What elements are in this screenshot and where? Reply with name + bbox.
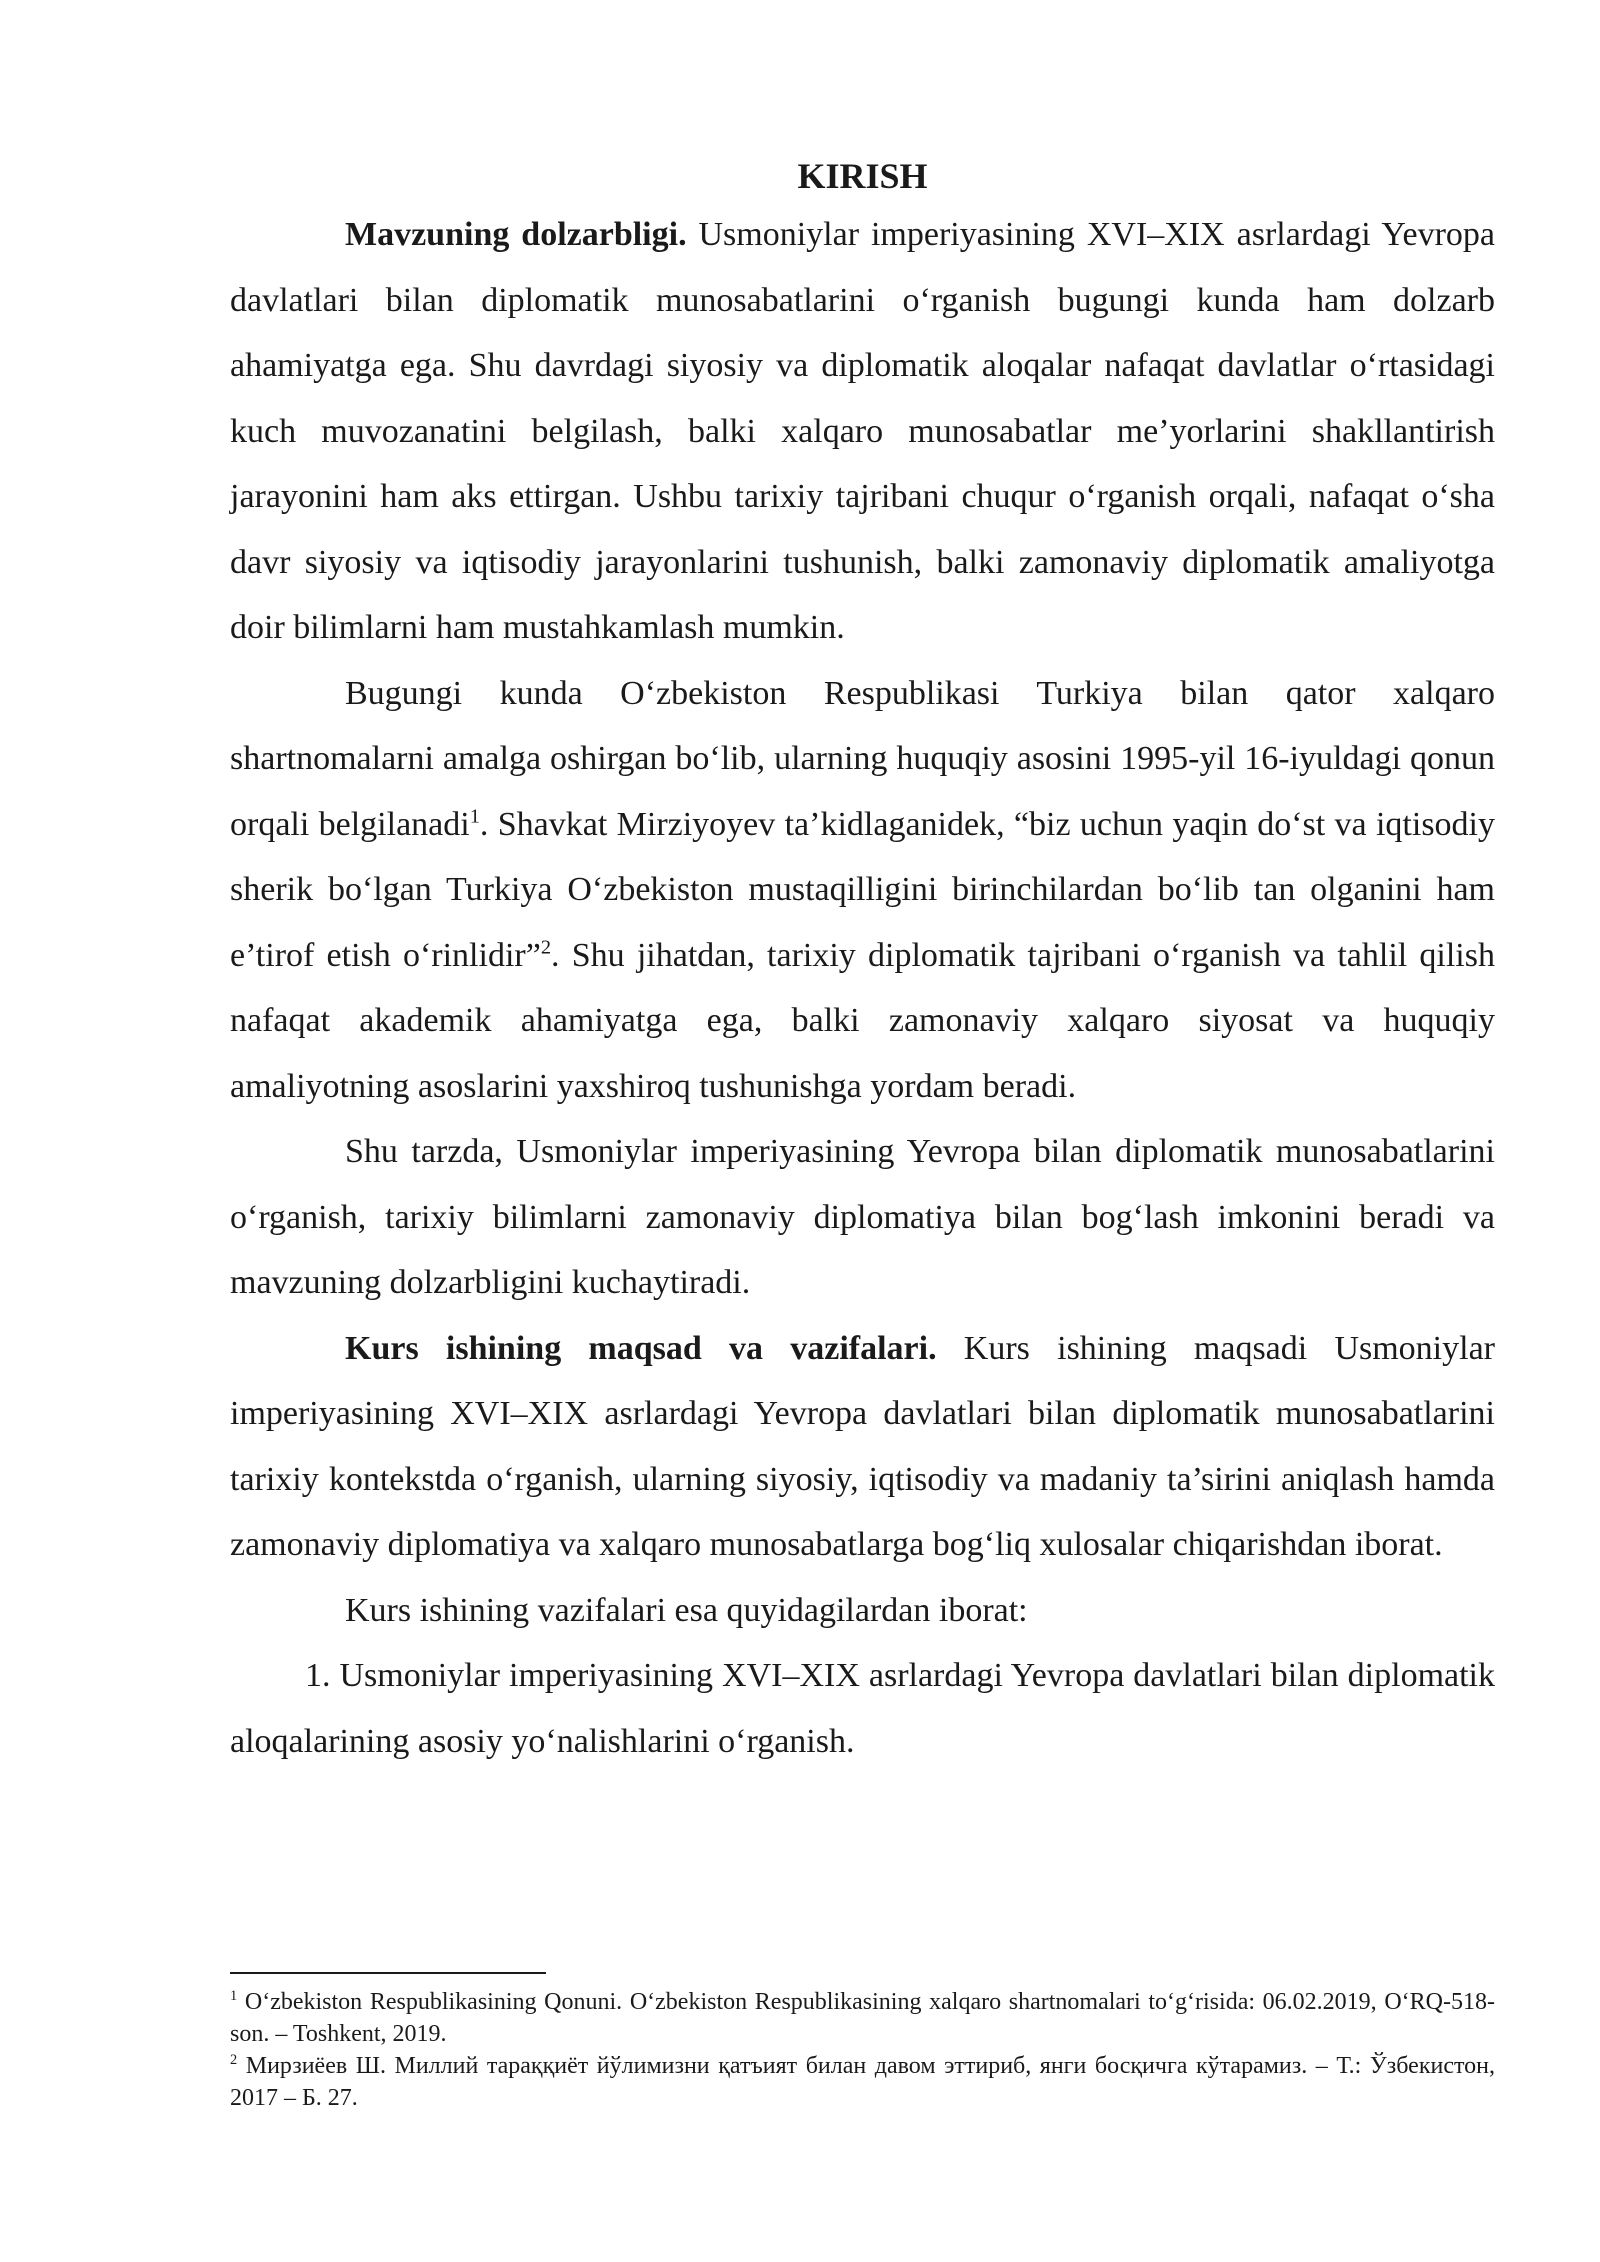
paragraph-text: . Shu jihatdan, tarixiy diplomatik tajribani oʻrganish va tahlil qilish nafaqat akademik ahamiyatga ega, balki zamonaviy xalqaro siyosat va huquqiy amaliyotning asoslarini yaxshiroq tushunishga yordam beradi. [230,936,1495,1105]
paragraph-tasks-intro [230,1578,1495,1644]
list-item [230,1643,1495,1774]
paragraph-text: Shu tarzda, Usmoniylar imperiyasining Yevropa bilan diplomatik munosabatlarini oʻrganish, tarixiy bilimlarni zamonaviy diplomatiya bilan bogʻlash imkonini beradi va mavzuning dolzarbligini kuchaytiradi. [230,1133,1495,1301]
paragraph-lead: Mavzuning dolzarbligi. [345,216,687,253]
paragraph-text: Kurs ishining vazifalari esa quyidagilardan iborat: [345,1591,1028,1629]
footnotes [230,1972,1495,2114]
paragraph-text: Bugungi kunda Oʻzbekiston Respublikasi Turkiya bilan qator xalqaro shartnomalarni amalga oshirgan boʻlib, ularning huquqiy asosini 1995-yil 16-iyuldagi qonun orqali belgilanadi [230,674,1495,843]
list-item-number: 1. [305,1657,331,1694]
paragraph-relevance [230,202,1495,661]
paragraph-text: . Shavkat Mirziyoyev ta’kidlaganidek, “biz uchun yaqin doʻst va iqtisodiy sherik boʻlgan Turkiya Oʻzbekiston mustaqilligini birinchilardan boʻlib tan olganini ham e’tirof etish oʻrinlidir” [230,805,1496,974]
paragraph-legal-basis [230,661,1495,1120]
footnote-ref-2: 2 [540,936,552,959]
list-item-text: Usmoniylar imperiyasining XVI–XIX asrlardagi Yevropa davlatlari bilan diplomatik aloqalarining asosiy yoʻnalishlarini oʻrganish. [230,1657,1495,1760]
footnote-ref-1: 1 [469,805,480,828]
paragraph-goals [230,1316,1495,1578]
footnote-1 [230,1986,1495,2050]
paragraph-lead: Kurs ishining maqsad va vazifalari. [345,1329,937,1367]
footnote-mark: 1 [230,1988,238,2004]
page-title: KIRISH [797,156,928,196]
footnote-mark: 2 [230,2052,238,2068]
footnote-separator [230,1972,546,1974]
footnote-text: Мирзиёев Ш. Миллий тараққиёт йўлимизни қатъият билан давом эттириб, янги босқичга кўтарамиз. – Т.: Ўзбекистон, 2017 – Б. 27. [230,2053,1495,2111]
paragraph-text: Kurs ishining maqsadi Usmoniylar imperiyasining XVI–XIX asrlardagi Yevropa davlatlari bilan diplomatik munosabatlarini tarixiy kontekstda oʻrganish, ularning siyosiy, iqtisodiy va madaniy ta’sirini aniqlash hamda zamonaviy diplomatiya va xalqaro munosabatlarga bogʻliq xulosalar chiqarishdan iborat. [230,1329,1495,1563]
paragraph-text: Usmoniylar imperiyasining XVI–XIX asrlardagi Yevropa davlatlari bilan diplomatik munosabatlarini oʻrganish bugungi kunda ham dolzarb ahamiyatga ega. Shu davrdagi siyosiy va diplomatik aloqalar nafaqat davlatlar oʻrtasidagi kuch muvozanatini belgilash, balki xalqaro munosabatlar me’yorlarini shakllantirish jarayonini ham aks ettirgan. Ushbu tarixiy tajribani chuqur oʻrganish orqali, nafaqat oʻsha davr siyosiy va iqtisodiy jarayonlarini tushunish, balki zamonaviy diplomatik amaliyotga doir bilimlarni ham mustahkamlash mumkin. [230,216,1496,646]
document-body [230,150,1495,1774]
paragraph-summary [230,1119,1495,1316]
footnote-text: Oʻzbekiston Respublikasining Qonuni. Oʻzbekiston Respublikasining xalqaro shartnomalari toʻgʻrisida: 06.02.2019, OʻRQ-518-son. – Toshkent, 2019. [230,1989,1495,2047]
footnote-2 [230,2050,1495,2114]
